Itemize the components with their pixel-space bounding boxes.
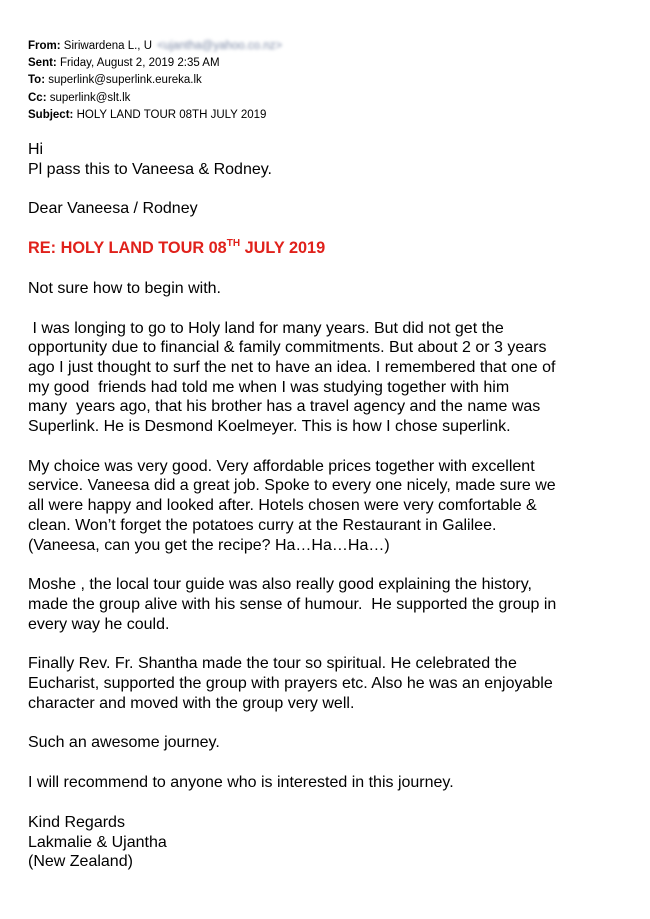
- from-label: From:: [28, 40, 61, 52]
- sent-row: [28, 55, 282, 72]
- re-heading-suffix: JULY 2019: [240, 239, 326, 258]
- text-line: ago I just thought to surf the net to have an idea. I remembered that one of: [28, 358, 556, 376]
- to-row: [28, 72, 282, 89]
- signers: Lakmalie & Ujantha: [28, 833, 167, 851]
- from-value: Siriwardena L., U: [63, 40, 153, 52]
- journey-line: Such an awesome journey.: [28, 734, 220, 752]
- re-heading: [28, 239, 638, 259]
- recommend-line: I will recommend to anyone who is interested in this journey.: [28, 774, 454, 792]
- to-label: To:: [28, 74, 46, 87]
- cc-value: superlink@slt.lk: [49, 91, 131, 104]
- intro-line: Not sure how to begin with.: [28, 279, 221, 297]
- text-line: clean. Won’t forget the potatoes curry at the Restaurant in Galilee.: [28, 516, 497, 534]
- sent-value: Friday, August 2, 2019 2:35 AM: [59, 57, 220, 70]
- text-line: every way he could.: [28, 615, 170, 633]
- text-line: Moshe , the local tour guide was also really good explaining the history,: [28, 576, 532, 594]
- text-line: My choice was very good. Very affordable prices together with excellent: [28, 457, 535, 475]
- from-row: [28, 38, 282, 55]
- location: (New Zealand): [28, 853, 133, 871]
- text-line: opportunity due to financial & family commitments. But about 2 or 3 years: [28, 339, 547, 357]
- email-header: [28, 38, 282, 124]
- text-line: Eucharist, supported the group with prayers etc. Also he was an enjoyable: [28, 675, 553, 693]
- cc-row: [28, 90, 282, 107]
- closing: Kind Regards: [28, 813, 125, 831]
- text-line: all were happy and looked after. Hotels chosen were very comfortable &: [28, 497, 537, 515]
- text-line: Finally Rev. Fr. Shantha made the tour so spiritual. He celebrated the: [28, 655, 517, 673]
- re-heading-prefix: RE: HOLY LAND TOUR 08: [28, 239, 227, 258]
- text-line: made the group alive with his sense of humour. He supported the group in: [28, 595, 557, 613]
- re-heading-sup: TH: [226, 237, 241, 249]
- greeting: Hi: [28, 141, 44, 158]
- text-line: (Vaneesa, can you get the recipe? Ha…Ha…Ha…): [28, 536, 390, 554]
- subject-row: [28, 107, 282, 124]
- sent-label: Sent:: [28, 57, 57, 70]
- text-line: character and moved with the group very well.: [28, 694, 355, 712]
- paragraph-priest: [28, 654, 638, 713]
- text-line: I was longing to go to Holy land for many years. But did not get the: [28, 319, 504, 337]
- text-line: service. Vaneesa did a great job. Spoke to every one nicely, made sure we: [28, 477, 556, 495]
- text-line: Superlink. He is Desmond Koelmeyer. This is how I chose superlink.: [28, 418, 511, 436]
- cc-label: Cc:: [28, 91, 47, 104]
- email-body: [28, 140, 638, 872]
- text-line: many years ago, that his brother has a travel agency and the name was: [28, 398, 541, 416]
- redacted-email: <ujantha@yahoo.co.nz>: [157, 40, 283, 52]
- paragraph-choice: [28, 457, 638, 556]
- paragraph-guide: [28, 575, 638, 634]
- salutation: Dear Vaneesa / Rodney: [28, 200, 198, 218]
- paragraph-longing: [28, 319, 638, 437]
- text-line: my good friends had told me when I was studying together with him: [28, 378, 510, 396]
- pass-line: Pl pass this to Vaneesa & Rodney.: [28, 160, 272, 178]
- subject-label: Subject:: [28, 108, 74, 121]
- subject-value: HOLY LAND TOUR 08TH JULY 2019: [76, 108, 267, 121]
- to-value: superlink@superlink.eureka.lk: [48, 74, 202, 87]
